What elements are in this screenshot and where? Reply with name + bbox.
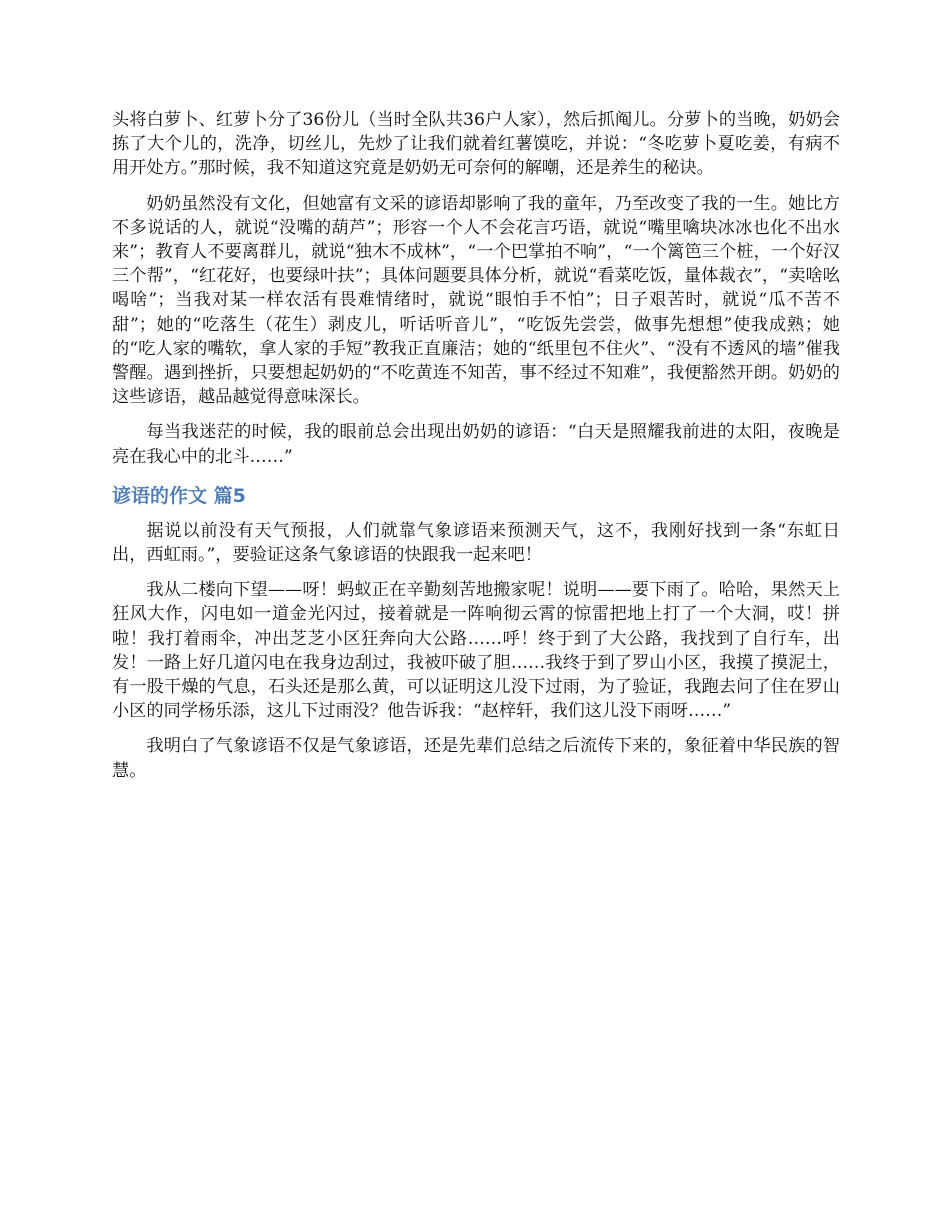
document-page — [112, 108, 840, 783]
paragraph-lost-moments: 每当我迷茫的时候，我的眼前总会出现出奶奶的谚语：“白天是照耀我前进的太阳，夜晚是亮在我心中的北斗……” — [112, 422, 840, 467]
paragraph-radish: 头将白萝卜、红萝卜分了36份儿（当时全队共36户人家），然后抓阄儿。分萝卜的当晚，奶奶会拣了大个儿的，洗净，切丝儿，先炒了让我们就着红薯馍吃，并说：“冬吃萝卜夏吃姜，有病不用开处方。”那时候，我不知道这究竟是奶奶无可奈何的解嘲，还是养生的秘诀。 — [112, 110, 840, 179]
paragraph-rain-adventure: 我从二楼向下望——呀！蚂蚁正在辛勤刻苦地搬家呢！说明——要下雨了。哈哈，果然天上狂风大作，闪电如一道金光闪过，接着就是一阵响彻云霄的惊雷把地上打了一个大洞，哎！拼啦！我打着雨伞，冲出芝芝小区狂奔向大公路……呼！终于到了大公路，我找到了自行车，出发！一路上好几道闪电在我身边刮过，我被吓破了胆……我终于到了罗山小区，我摸了摸泥土，有一股干燥的气息，石头还是那么黄，可以证明这儿没下过雨，为了验证，我跑去问了住在罗山小区的同学杨乐添，这儿下过雨没？他告诉我：“赵梓轩，我们这儿没下雨呀……” — [112, 580, 840, 722]
paragraph-conclusion: 我明白了气象谚语不仅是气象谚语，还是先辈们总结之后流传下来的，象征着中华民族的智慧。 — [112, 736, 840, 781]
paragraph-weather-forecast: 据说以前没有天气预报，人们就靠气象谚语来预测天气，这不，我刚好找到一条“东虹日出，西虹雨。”，要验证这条气象谚语的快跟我一起来吧！ — [112, 520, 840, 566]
paragraph-grandma-proverbs: 奶奶虽然没有文化，但她富有文采的谚语却影响了我的童年，乃至改变了我的一生。她比方不多说话的人，就说“没嘴的葫芦”；形容一个人不会花言巧语，就说“嘴里噙块冰冰也化不出水来”；教育人不要离群儿，就说“独木不成林”，“一个巴掌拍不响”，“一个篱笆三个桩，一个好汉三个帮”，“红花好，也要绿叶扶”；具体问题要具体分析，就说“看菜吃饭，量体裁衣”，“卖啥吆喝啥”；当我对某一样农活有畏难情绪时，就说“眼怕手不怕”；日子艰苦时，就说“瓜不苦不甜”；她的“吃落生（花生）剥皮儿，听话听音儿”，“吃饭先尝尝，做事先想想”使我成熟；她的“吃人家的嘴软，拿人家的手短”教我正直廉洁；她的“纸里包不住火”、“没有不透风的墙”催我警醒。遇到挫折，只要想起奶奶的“不吃黄连不知苦，事不经过不知难”，我便豁然开朗。奶奶的这些谚语，越品越觉得意味深长。 — [112, 193, 840, 408]
section-heading: 谚语的作文 篇5 — [112, 484, 246, 507]
